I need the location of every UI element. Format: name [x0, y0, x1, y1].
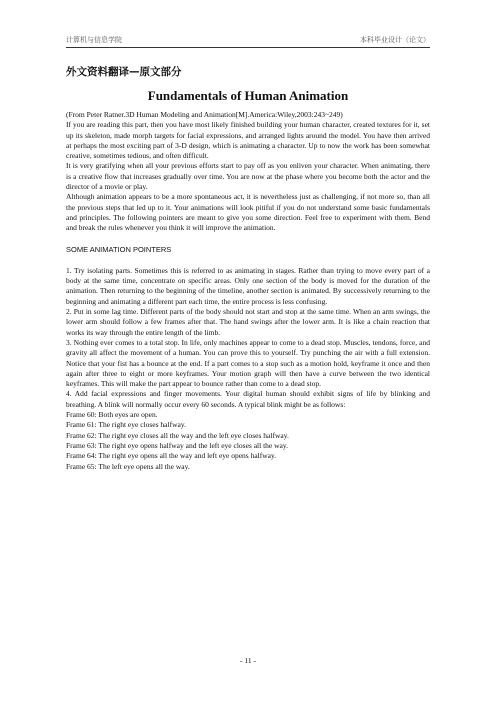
frame-line: Frame 62: The right eye closes all the way and the left eye closes halfway. — [66, 430, 289, 440]
pointer-item: 3. Nothing ever comes to a total stop. In life, only machines appear to come to a dead stop. Muscles, tendons, force, and gravity all affect the movement of a human. You can prove this to yourself. Try punching the air with a full extension. Notice that your fist has a bounce at the end. If a part comes to a stop such as a motion hold, keyframe it once and then again after three to eight or more keyframes. Your motion graph will then have a curve between the two identical keyframes. This will make the part appear to bounce rather than come to a dead stop. — [66, 337, 430, 389]
frame-line: Frame 60: Both eyes are open. — [66, 410, 158, 420]
section-title: 外文资料翻译—原文部分 — [66, 66, 182, 78]
paragraph: Although animation appears to be a more spontaneous act, it is nevertheless just as challenging, if not more so, than all the previous steps that led up to it. Your animations will look pitiful if you do not understand some basic fundamentals and principles. The following pointers are meant to give you some direction. Feel free to experiment with them. Bend and break the rules whenever you think it will improve the animation. — [66, 192, 430, 233]
frame-line: Frame 65: The left eye opens all the way. — [66, 461, 190, 471]
pointer-item: 2. Put in some lag time. Different parts of the body should not start and stop at the same time. When an arm swings, the lower arm should follow a few frames after that. The hand swings after the lower arm. It is like a chain reaction that works its way through the entire length of the limb. — [66, 307, 430, 337]
frame-line: Frame 63: The right eye opens halfway and the left eye closes all the way. — [66, 440, 289, 450]
frame-line: Frame 61: The right eye closes halfway. — [66, 420, 186, 430]
page-header — [66, 35, 430, 47]
header-right-text: 本科毕业设计（论文） — [360, 36, 430, 44]
paragraph: If you are reading this part, then you have most likely finished building your human character, created textures for it, set up its skeleton, made morph targets for facial expressions, and arranged lights around the model. You have then arrived at perhaps the most exciting part of 3-D design, which is animating a character. Up to now the work has been somewhat creative, sometimes tedious, and often difficult. — [66, 120, 430, 161]
header-rule — [66, 47, 430, 48]
pointer-item: 4. Add facial expressions and finger movements. Your digital human should exhibit signs of life by blinking and breathing. A blink will normally occur every 60 seconds. A typical blink might be as follows: — [66, 389, 430, 409]
paragraph: It is very gratifying when all your previous efforts start to pay off as you enliven your character. When animating, there is a creative flow that increases gradually over time. You are now at the phase where you become both the actor and the director of a movie or play. — [66, 161, 430, 192]
pointer-item: 1. Try isolating parts. Sometimes this is referred to as animating in stages. Rather than trying to move every part of a body at the same time, concentrate on specific areas. Only one section of the body is moved for the duration of the animation. Then returning to the beginning of the timeline, another section is animated. By successively returning to the beginning and animating a different part each time, the entire process is less confusing. — [66, 265, 430, 306]
page-content — [66, 64, 430, 472]
header-left-text: 计算机与信息学院 — [66, 36, 122, 44]
frame-line: Frame 64: The right eye opens all the way and left eye opens halfway. — [66, 451, 277, 461]
source-citation: (From Peter Ratner.3D Human Modeling and Animation[M].America:Wiley,2003:243~249) — [66, 110, 343, 119]
pointers-heading: SOME ANIMATION POINTERS — [66, 244, 172, 254]
document-title: Fundamentals of Human Animation — [147, 88, 349, 103]
page-number: - 11 - — [240, 656, 256, 665]
